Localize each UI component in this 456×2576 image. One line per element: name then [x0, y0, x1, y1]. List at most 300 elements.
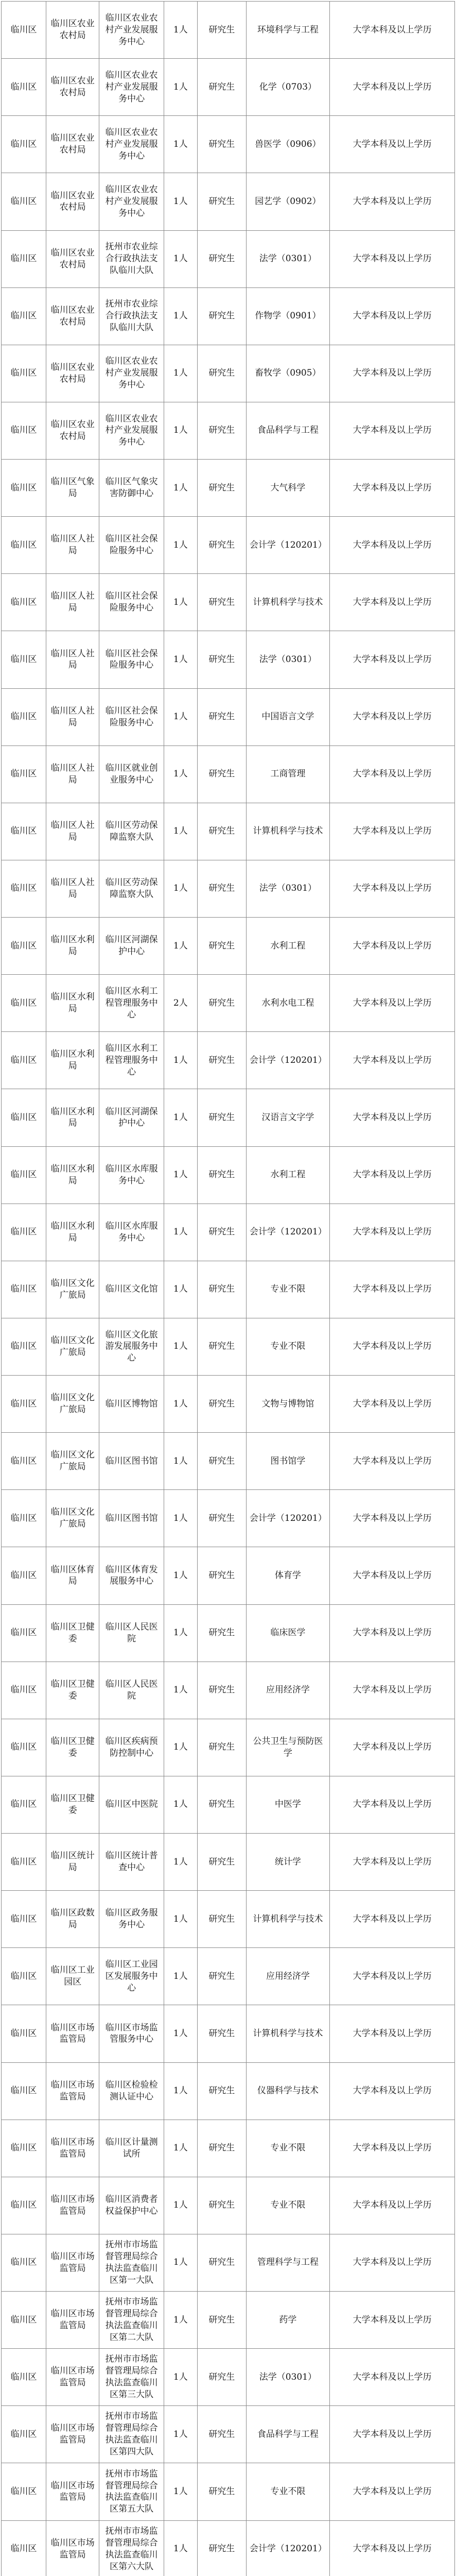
- post-cell: 临川区体育发展服务中心: [99, 1547, 164, 1604]
- district-cell: 临川区: [2, 2177, 46, 2234]
- table-row: [2, 1318, 455, 1375]
- condition-cell: 大学本科及以上学历: [329, 2, 454, 59]
- major-cell: 环境科学与工程: [246, 2, 329, 59]
- education-cell: 研究生: [197, 402, 246, 459]
- district-cell: 临川区: [2, 1547, 46, 1604]
- education-cell: 研究生: [197, 631, 246, 688]
- education-cell: 研究生: [197, 517, 246, 574]
- unit-cell: 临川区农业农村局: [46, 345, 99, 402]
- education-cell: 研究生: [197, 1776, 246, 1833]
- education-cell: 研究生: [197, 975, 246, 1032]
- major-cell: 食品科学与工程: [246, 2406, 329, 2463]
- district-cell: 临川区: [2, 688, 46, 745]
- table-row: [2, 1776, 455, 1833]
- district-cell: 临川区: [2, 1662, 46, 1719]
- unit-cell: 临川区水利局: [46, 1146, 99, 1204]
- district-cell: 临川区: [2, 2234, 46, 2291]
- condition-cell: 大学本科及以上学历: [329, 2120, 454, 2177]
- unit-cell: 临川区农业农村局: [46, 287, 99, 345]
- district-cell: 临川区: [2, 287, 46, 345]
- count-cell: 1人: [164, 803, 197, 860]
- major-cell: 临床医学: [246, 1604, 329, 1662]
- table-row: [2, 1032, 455, 1089]
- education-cell: 研究生: [197, 2234, 246, 2291]
- unit-cell: 临川区市场监管局: [46, 2292, 99, 2349]
- count-cell: 1人: [164, 2005, 197, 2062]
- unit-cell: 临川区人社局: [46, 745, 99, 803]
- education-cell: 研究生: [197, 2520, 246, 2576]
- major-cell: 汉语言文字学: [246, 1089, 329, 1146]
- unit-cell: 临川区农业农村局: [46, 59, 99, 116]
- count-cell: 1人: [164, 517, 197, 574]
- count-cell: 1人: [164, 2, 197, 59]
- count-cell: 1人: [164, 173, 197, 230]
- table-row: [2, 2062, 455, 2120]
- post-cell: 临川区社会保险服务中心: [99, 517, 164, 574]
- condition-cell: 大学本科及以上学历: [329, 2234, 454, 2291]
- post-cell: 临川区气象灾害防御中心: [99, 460, 164, 517]
- unit-cell: 临川区人社局: [46, 803, 99, 860]
- major-cell: 专业不限: [246, 1318, 329, 1375]
- count-cell: 1人: [164, 860, 197, 917]
- district-cell: 临川区: [2, 1776, 46, 1833]
- count-cell: 1人: [164, 1318, 197, 1375]
- district-cell: 临川区: [2, 1604, 46, 1662]
- table-row: [2, 2120, 455, 2177]
- condition-cell: 大学本科及以上学历: [329, 173, 454, 230]
- condition-cell: 大学本科及以上学历: [329, 688, 454, 745]
- unit-cell: 临川区市场监管局: [46, 2463, 99, 2520]
- condition-cell: 大学本科及以上学历: [329, 2349, 454, 2406]
- table-row: [2, 1490, 455, 1547]
- condition-cell: 大学本科及以上学历: [329, 1204, 454, 1261]
- table-row: [2, 2349, 455, 2406]
- unit-cell: 临川区市场监管局: [46, 2234, 99, 2291]
- condition-cell: 大学本科及以上学历: [329, 1318, 454, 1375]
- condition-cell: 大学本科及以上学历: [329, 1261, 454, 1318]
- table-row: [2, 2, 455, 59]
- table-row: [2, 1662, 455, 1719]
- unit-cell: 临川区农业农村局: [46, 173, 99, 230]
- district-cell: 临川区: [2, 1032, 46, 1089]
- post-cell: 临川区工业园区发展服务中心: [99, 1948, 164, 2005]
- condition-cell: 大学本科及以上学历: [329, 803, 454, 860]
- district-cell: 临川区: [2, 517, 46, 574]
- unit-cell: 临川区政数局: [46, 1891, 99, 1948]
- major-cell: 药学: [246, 2292, 329, 2349]
- post-cell: 临川区农业农村产业发展服务中心: [99, 402, 164, 459]
- count-cell: 1人: [164, 688, 197, 745]
- post-cell: 临川区图书馆: [99, 1433, 164, 1490]
- district-cell: 临川区: [2, 1490, 46, 1547]
- post-cell: 临川区河湖保护中心: [99, 918, 164, 975]
- major-cell: 应用经济学: [246, 1662, 329, 1719]
- count-cell: 1人: [164, 230, 197, 287]
- table-row: [2, 1376, 455, 1433]
- unit-cell: 临川区文化广旅局: [46, 1261, 99, 1318]
- condition-cell: 大学本科及以上学历: [329, 1146, 454, 1204]
- count-cell: 1人: [164, 402, 197, 459]
- table-row: [2, 975, 455, 1032]
- education-cell: 研究生: [197, 1146, 246, 1204]
- post-cell: 临川区人民医院: [99, 1604, 164, 1662]
- district-cell: 临川区: [2, 230, 46, 287]
- post-cell: 临川区农业农村产业发展服务中心: [99, 59, 164, 116]
- post-cell: 临川区农业农村产业发展服务中心: [99, 173, 164, 230]
- table-row: [2, 517, 455, 574]
- condition-cell: 大学本科及以上学历: [329, 116, 454, 173]
- major-cell: 会计学（120201）: [246, 1204, 329, 1261]
- condition-cell: 大学本科及以上学历: [329, 2520, 454, 2576]
- post-cell: 临川区计量测试所: [99, 2120, 164, 2177]
- major-cell: 专业不限: [246, 2463, 329, 2520]
- count-cell: 1人: [164, 2234, 197, 2291]
- condition-cell: 大学本科及以上学历: [329, 1834, 454, 1891]
- education-cell: 研究生: [197, 1834, 246, 1891]
- unit-cell: 临川区卫健委: [46, 1776, 99, 1833]
- count-cell: 1人: [164, 460, 197, 517]
- post-cell: 临川区社会保险服务中心: [99, 631, 164, 688]
- post-cell: 临川区水利工程管理服务中心: [99, 1032, 164, 1089]
- education-cell: 研究生: [197, 688, 246, 745]
- table-row: [2, 460, 455, 517]
- district-cell: 临川区: [2, 2062, 46, 2120]
- table-row: [2, 116, 455, 173]
- unit-cell: 临川区人社局: [46, 517, 99, 574]
- education-cell: 研究生: [197, 1490, 246, 1547]
- post-cell: 临川区中医院: [99, 1776, 164, 1833]
- count-cell: 1人: [164, 2349, 197, 2406]
- unit-cell: 临川区农业农村局: [46, 402, 99, 459]
- condition-cell: 大学本科及以上学历: [329, 1776, 454, 1833]
- unit-cell: 临川区市场监管局: [46, 2062, 99, 2120]
- condition-cell: 大学本科及以上学历: [329, 1662, 454, 1719]
- major-cell: 计算机科学与技术: [246, 1891, 329, 1948]
- district-cell: 临川区: [2, 745, 46, 803]
- count-cell: 1人: [164, 1376, 197, 1433]
- education-cell: 研究生: [197, 1433, 246, 1490]
- condition-cell: 大学本科及以上学历: [329, 574, 454, 631]
- major-cell: 仪器科学与技术: [246, 2062, 329, 2120]
- education-cell: 研究生: [197, 860, 246, 917]
- post-cell: 临川区疾病预防控制中心: [99, 1719, 164, 1776]
- table-row: [2, 2463, 455, 2520]
- table-row: [2, 2520, 455, 2576]
- condition-cell: 大学本科及以上学历: [329, 2005, 454, 2062]
- major-cell: 会计学（120201）: [246, 2520, 329, 2576]
- post-cell: 临川区就业创业服务中心: [99, 745, 164, 803]
- count-cell: 1人: [164, 116, 197, 173]
- table-row: [2, 2292, 455, 2349]
- district-cell: 临川区: [2, 631, 46, 688]
- count-cell: 1人: [164, 345, 197, 402]
- education-cell: 研究生: [197, 59, 246, 116]
- major-cell: 食品科学与工程: [246, 402, 329, 459]
- condition-cell: 大学本科及以上学历: [329, 918, 454, 975]
- district-cell: 临川区: [2, 1719, 46, 1776]
- condition-cell: 大学本科及以上学历: [329, 2463, 454, 2520]
- unit-cell: 临川区统计局: [46, 1834, 99, 1891]
- unit-cell: 临川区市场监管局: [46, 2120, 99, 2177]
- major-cell: 化学（0703）: [246, 59, 329, 116]
- unit-cell: 临川区市场监管局: [46, 2406, 99, 2463]
- education-cell: 研究生: [197, 803, 246, 860]
- major-cell: 中医学: [246, 1776, 329, 1833]
- table-row: [2, 173, 455, 230]
- count-cell: 1人: [164, 918, 197, 975]
- table-row: [2, 2177, 455, 2234]
- count-cell: 1人: [164, 574, 197, 631]
- education-cell: 研究生: [197, 2120, 246, 2177]
- unit-cell: 临川区水利局: [46, 1089, 99, 1146]
- major-cell: 管理科学与工程: [246, 2234, 329, 2291]
- major-cell: 专业不限: [246, 2120, 329, 2177]
- education-cell: 研究生: [197, 2349, 246, 2406]
- condition-cell: 大学本科及以上学历: [329, 631, 454, 688]
- district-cell: 临川区: [2, 1433, 46, 1490]
- major-cell: 专业不限: [246, 2177, 329, 2234]
- table-row: [2, 860, 455, 917]
- count-cell: 1人: [164, 1146, 197, 1204]
- table-row: [2, 1948, 455, 2005]
- condition-cell: 大学本科及以上学历: [329, 1490, 454, 1547]
- unit-cell: 临川区市场监管局: [46, 2177, 99, 2234]
- education-cell: 研究生: [197, 345, 246, 402]
- table-row: [2, 1834, 455, 1891]
- major-cell: 作物学（0901）: [246, 287, 329, 345]
- post-cell: 临川区政务服务中心: [99, 1891, 164, 1948]
- unit-cell: 临川区农业农村局: [46, 230, 99, 287]
- education-cell: 研究生: [197, 1891, 246, 1948]
- count-cell: 1人: [164, 1490, 197, 1547]
- condition-cell: 大学本科及以上学历: [329, 230, 454, 287]
- condition-cell: 大学本科及以上学历: [329, 1719, 454, 1776]
- unit-cell: 临川区人社局: [46, 688, 99, 745]
- district-cell: 临川区: [2, 460, 46, 517]
- post-cell: 临川区检验检测认证中心: [99, 2062, 164, 2120]
- post-cell: 抚州市市场监督管理局综合执法监查临川区第二大队: [99, 2292, 164, 2349]
- table-row: [2, 2005, 455, 2062]
- unit-cell: 临川区人社局: [46, 631, 99, 688]
- table-row: [2, 59, 455, 116]
- count-cell: 1人: [164, 1204, 197, 1261]
- major-cell: 应用经济学: [246, 1948, 329, 2005]
- district-cell: 临川区: [2, 2349, 46, 2406]
- condition-cell: 大学本科及以上学历: [329, 1032, 454, 1089]
- post-cell: 临川区农业农村产业发展服务中心: [99, 345, 164, 402]
- post-cell: 临川区文化旅游发展服务中心: [99, 1318, 164, 1375]
- district-cell: 临川区: [2, 1948, 46, 2005]
- condition-cell: 大学本科及以上学历: [329, 1604, 454, 1662]
- education-cell: 研究生: [197, 1604, 246, 1662]
- district-cell: 临川区: [2, 2120, 46, 2177]
- post-cell: 临川区河湖保护中心: [99, 1089, 164, 1146]
- count-cell: 2人: [164, 975, 197, 1032]
- unit-cell: 临川区水利局: [46, 1204, 99, 1261]
- education-cell: 研究生: [197, 116, 246, 173]
- unit-cell: 临川区工业园区: [46, 1948, 99, 2005]
- education-cell: 研究生: [197, 574, 246, 631]
- post-cell: 临川区图书馆: [99, 1490, 164, 1547]
- unit-cell: 临川区气象局: [46, 460, 99, 517]
- post-cell: 抚州市市场监督管理局综合执法监查临川区第六大队: [99, 2520, 164, 2576]
- education-cell: 研究生: [197, 1261, 246, 1318]
- table-row: [2, 230, 455, 287]
- post-cell: 临川区水库服务中心: [99, 1146, 164, 1204]
- condition-cell: 大学本科及以上学历: [329, 2062, 454, 2120]
- unit-cell: 临川区市场监管局: [46, 2520, 99, 2576]
- district-cell: 临川区: [2, 1261, 46, 1318]
- table-row: [2, 688, 455, 745]
- major-cell: 水利工程: [246, 918, 329, 975]
- district-cell: 临川区: [2, 2406, 46, 2463]
- post-cell: 临川区社会保险服务中心: [99, 574, 164, 631]
- table-row: [2, 1891, 455, 1948]
- education-cell: 研究生: [197, 1662, 246, 1719]
- major-cell: 兽医学（0906）: [246, 116, 329, 173]
- condition-cell: 大学本科及以上学历: [329, 2406, 454, 2463]
- unit-cell: 临川区水利局: [46, 918, 99, 975]
- count-cell: 1人: [164, 1547, 197, 1604]
- table-row: [2, 345, 455, 402]
- unit-cell: 临川区农业农村局: [46, 2, 99, 59]
- education-cell: 研究生: [197, 2062, 246, 2120]
- unit-cell: 临川区体育局: [46, 1547, 99, 1604]
- education-cell: 研究生: [197, 2005, 246, 2062]
- major-cell: 畜牧学（0905）: [246, 345, 329, 402]
- major-cell: 专业不限: [246, 1261, 329, 1318]
- district-cell: 临川区: [2, 2, 46, 59]
- post-cell: 临川区文化馆: [99, 1261, 164, 1318]
- count-cell: 1人: [164, 1433, 197, 1490]
- condition-cell: 大学本科及以上学历: [329, 860, 454, 917]
- table-row: [2, 1146, 455, 1204]
- post-cell: 抚州市市场监督管理局综合执法监查临川区第四大队: [99, 2406, 164, 2463]
- unit-cell: 临川区农业农村局: [46, 116, 99, 173]
- post-cell: 临川区劳动保障监察大队: [99, 803, 164, 860]
- major-cell: 大气科学: [246, 460, 329, 517]
- table-row: [2, 1433, 455, 1490]
- post-cell: 临川区社会保险服务中心: [99, 688, 164, 745]
- count-cell: 1人: [164, 1662, 197, 1719]
- post-cell: 临川区人民医院: [99, 1662, 164, 1719]
- count-cell: 1人: [164, 2292, 197, 2349]
- district-cell: 临川区: [2, 345, 46, 402]
- major-cell: 法学（0301）: [246, 631, 329, 688]
- education-cell: 研究生: [197, 2292, 246, 2349]
- table-row: [2, 745, 455, 803]
- district-cell: 临川区: [2, 860, 46, 917]
- count-cell: 1人: [164, 2177, 197, 2234]
- district-cell: 临川区: [2, 1376, 46, 1433]
- count-cell: 1人: [164, 745, 197, 803]
- district-cell: 临川区: [2, 1089, 46, 1146]
- condition-cell: 大学本科及以上学历: [329, 1547, 454, 1604]
- table-row: [2, 2406, 455, 2463]
- major-cell: 工商管理: [246, 745, 329, 803]
- condition-cell: 大学本科及以上学历: [329, 1948, 454, 2005]
- major-cell: 会计学（120201）: [246, 1032, 329, 1089]
- district-cell: 临川区: [2, 1318, 46, 1375]
- count-cell: 1人: [164, 1948, 197, 2005]
- condition-cell: 大学本科及以上学历: [329, 745, 454, 803]
- major-cell: 计算机科学与技术: [246, 803, 329, 860]
- district-cell: 临川区: [2, 574, 46, 631]
- district-cell: 临川区: [2, 1834, 46, 1891]
- unit-cell: 临川区文化广旅局: [46, 1318, 99, 1375]
- unit-cell: 临川区卫健委: [46, 1662, 99, 1719]
- table-row: [2, 631, 455, 688]
- condition-cell: 大学本科及以上学历: [329, 517, 454, 574]
- education-cell: 研究生: [197, 2, 246, 59]
- post-cell: 抚州市市场监督管理局综合执法监查临川区第一大队: [99, 2234, 164, 2291]
- condition-cell: 大学本科及以上学历: [329, 2177, 454, 2234]
- district-cell: 临川区: [2, 59, 46, 116]
- count-cell: 1人: [164, 2520, 197, 2576]
- condition-cell: 大学本科及以上学历: [329, 1376, 454, 1433]
- count-cell: 1人: [164, 2062, 197, 2120]
- condition-cell: 大学本科及以上学历: [329, 402, 454, 459]
- major-cell: 计算机科学与技术: [246, 2005, 329, 2062]
- table-row: [2, 2234, 455, 2291]
- major-cell: 法学（0301）: [246, 230, 329, 287]
- unit-cell: 临川区水利局: [46, 1032, 99, 1089]
- table-row: [2, 287, 455, 345]
- major-cell: 法学（0301）: [246, 2349, 329, 2406]
- unit-cell: 临川区文化广旅局: [46, 1433, 99, 1490]
- count-cell: 1人: [164, 2463, 197, 2520]
- district-cell: 临川区: [2, 2463, 46, 2520]
- recruitment-table: [1, 1, 455, 2576]
- education-cell: 研究生: [197, 918, 246, 975]
- table-row: [2, 1089, 455, 1146]
- table-body: [2, 2, 455, 2576]
- unit-cell: 临川区人社局: [46, 860, 99, 917]
- major-cell: 体育学: [246, 1547, 329, 1604]
- count-cell: 1人: [164, 2120, 197, 2177]
- district-cell: 临川区: [2, 1891, 46, 1948]
- education-cell: 研究生: [197, 2177, 246, 2234]
- district-cell: 临川区: [2, 173, 46, 230]
- count-cell: 1人: [164, 1604, 197, 1662]
- unit-cell: 临川区市场监管局: [46, 2005, 99, 2062]
- post-cell: 临川区博物馆: [99, 1376, 164, 1433]
- district-cell: 临川区: [2, 975, 46, 1032]
- table-row: [2, 803, 455, 860]
- post-cell: 临川区农业农村产业发展服务中心: [99, 116, 164, 173]
- education-cell: 研究生: [197, 2406, 246, 2463]
- major-cell: 中国语言文学: [246, 688, 329, 745]
- district-cell: 临川区: [2, 1204, 46, 1261]
- count-cell: 1人: [164, 59, 197, 116]
- count-cell: 1人: [164, 2406, 197, 2463]
- education-cell: 研究生: [197, 2463, 246, 2520]
- education-cell: 研究生: [197, 287, 246, 345]
- post-cell: 临川区消费者权益保护中心: [99, 2177, 164, 2234]
- major-cell: 公共卫生与预防医学: [246, 1719, 329, 1776]
- major-cell: 水利工程: [246, 1146, 329, 1204]
- major-cell: 计算机科学与技术: [246, 574, 329, 631]
- district-cell: 临川区: [2, 2520, 46, 2576]
- major-cell: 统计学: [246, 1834, 329, 1891]
- count-cell: 1人: [164, 1719, 197, 1776]
- education-cell: 研究生: [197, 1719, 246, 1776]
- major-cell: 会计学（120201）: [246, 1490, 329, 1547]
- post-cell: 临川区劳动保障监察大队: [99, 860, 164, 917]
- unit-cell: 临川区卫健委: [46, 1719, 99, 1776]
- table-row: [2, 1261, 455, 1318]
- table-row: [2, 574, 455, 631]
